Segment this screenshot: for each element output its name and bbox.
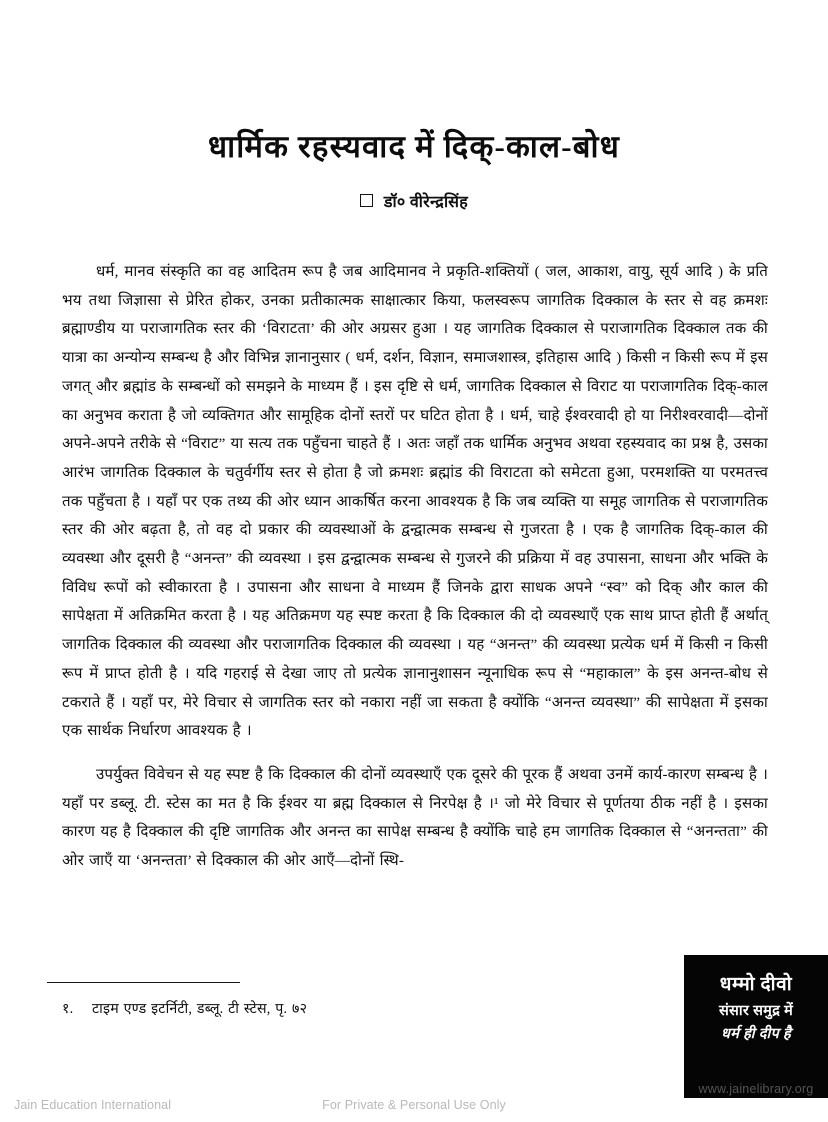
emblem-box: [684, 955, 828, 1098]
watermark-url: www.jainelibrary.org: [698, 1082, 814, 1096]
footnote-text: टाइम एण्ड इटर्निटी, डब्लू. टी स्टेस, पृ. ७२: [92, 1001, 308, 1017]
author-name: डॉ० वीरेन्द्रसिंह: [383, 194, 469, 211]
emblem-content: [684, 973, 828, 1045]
emblem-line-3: धर्म ही दीप है: [720, 1025, 791, 1042]
square-bullet-icon: [360, 194, 373, 207]
footnote: [62, 998, 662, 1020]
paragraph-2-text: उपर्युक्त विवेचन से यह स्पष्ट है कि दिक्काल की दोनों व्यवस्थाएँ एक दूसरे की पूरक हैं अथवा उनमें कार्य-कारण सम्बन्ध है । यहाँ पर डब्लू. टी. स्टेस का मत है कि ईश्वर या ब्रह्म दिक्काल से निरपेक्ष है ।¹ जो मेरे विचार से पूर्णतया ठीक नहीं है । इसका कारण यह है दिक्काल की दृष्टि जागतिक और अनन्त का सापेक्ष सम्बन्ध है क्योंकि चाहे हम जागतिक दिक्काल से “अनन्तता” की ओर जाएँ या ‘अनन्तता’ से दिक्काल की ओर आएँ—दोनों स्थि-: [62, 766, 768, 870]
footer-left-text: Jain Education International: [14, 1098, 172, 1112]
emblem-line-1: धम्मो दीवो: [719, 974, 793, 995]
paragraph-1-text: धर्म, मानव संस्कृति का वह आदितम रूप है जब आदिमानव ने प्रकृति-शक्तियों ( जल, आकाश, वायु, सूर्य आदि ) के प्रति भय तथा जिज्ञासा से प्रेरित होकर, उनका प्रतीकात्मक साक्षात्कार किया, फलस्वरूप जागतिक दिक्काल के स्तर से वह क्रमशः ब्रह्माण्डीय या पराजागतिक स्तर की ‘विराटता’ की ओर अग्रसर हुआ । यह जागतिक दिक्काल से पराजागतिक दिक्काल तक की यात्रा का अन्योन्य सम्बन्ध है और विभिन्न ज्ञानानुसार ( धर्म, दर्शन, विज्ञान, समाजशास्त्र, इतिहास आदि ) किसी न किसी रूप में इस जगत् और ब्रह्मांड के सम्बन्धों को समझने के माध्यम हैं । इस दृष्टि से धर्म, जागतिक दिक्काल से विराट या पराजागतिक दिक्-काल का अनुभव कराता है जो व्यक्तिगत और सामूहिक दोनों स्तरों पर घटित होता है । धर्म, चाहे ईश्वरवादी हो या निरीश्वरवादी—दोनों अपने-अपने तरीके से “विराट” या सत्य तक पहुँचना चाहते हैं । अतः जहाँ तक धार्मिक अनुभव अथवा रहस्यवाद का प्रश्न है, उसका आरंभ जागतिक दिक्काल के चतुर्वर्गीय स्तर से होता है जो क्रमशः ब्रह्मांड की विराटता को समेटता हुआ, परमशक्ति या परमतत्त्व तक पहुँचता है । यहाँ पर एक तथ्य की ओर ध्यान आकर्षित करना आवश्यक है कि जब व्यक्ति या समूह जागतिक से पराजागतिक स्तर की ओर बढ़ता है, तो वह दो प्रकार की व्यवस्थाओं के द्वन्द्वात्मक सम्बन्ध से गुजरता है । एक है जागतिक दिक्-काल की व्यवस्था और दूसरी है “अनन्त” की व्यवस्था । इस द्वन्द्वात्मक सम्बन्ध से गुजरने की प्रक्रिया में वह उपासना, साधना और भक्ति के विविध रूपों को स्वीकारता है । उपासना और साधना वे माध्यम हैं जिनके द्वारा साधक अपने “स्व” को दिक् और काल की सापेक्षता में अतिक्रमित करता है । यह अतिक्रमण यह स्पष्ट करता है कि दिक्काल की दो व्यवस्थाएँ एक साथ प्राप्त होती हैं अर्थात् जागतिक दिक्काल की व्यवस्था और पराजागतिक दिक्काल की व्यवस्था । यह “अनन्त” की व्यवस्था प्रत्येक धर्म में किसी न किसी रूप में प्राप्त होती है । यदि गहराई से देखा जाए तो प्रत्येक ज्ञानानुशासन न्यूनाधिक रूप से “महाकाल” के इस अनन्त-बोध से टकराते हैं । यहाँ पर, मेरे विचार से जागतिक स्तर को नकारा नहीं जा सकता है क्योंकि “अनन्त व्यवस्था” की सापेक्षता में इसका एक सार्थक निर्धारण आवश्यक है ।: [62, 264, 768, 740]
footer-center-text: For Private & Personal Use Only: [322, 1098, 506, 1112]
paragraph-1: [62, 258, 768, 746]
paragraph-2: [62, 761, 768, 876]
page-title: धार्मिक रहस्यवाद में दिक्-काल-बोध: [208, 129, 620, 164]
page-footer: [0, 1094, 828, 1122]
title-block: [0, 128, 828, 167]
emblem-line-2: संसार समुद्र में: [718, 1002, 794, 1019]
footnote-number: १.: [62, 1001, 74, 1017]
author-byline: [0, 190, 828, 212]
footnote-separator: [47, 982, 240, 983]
body-text-column: [62, 258, 768, 876]
